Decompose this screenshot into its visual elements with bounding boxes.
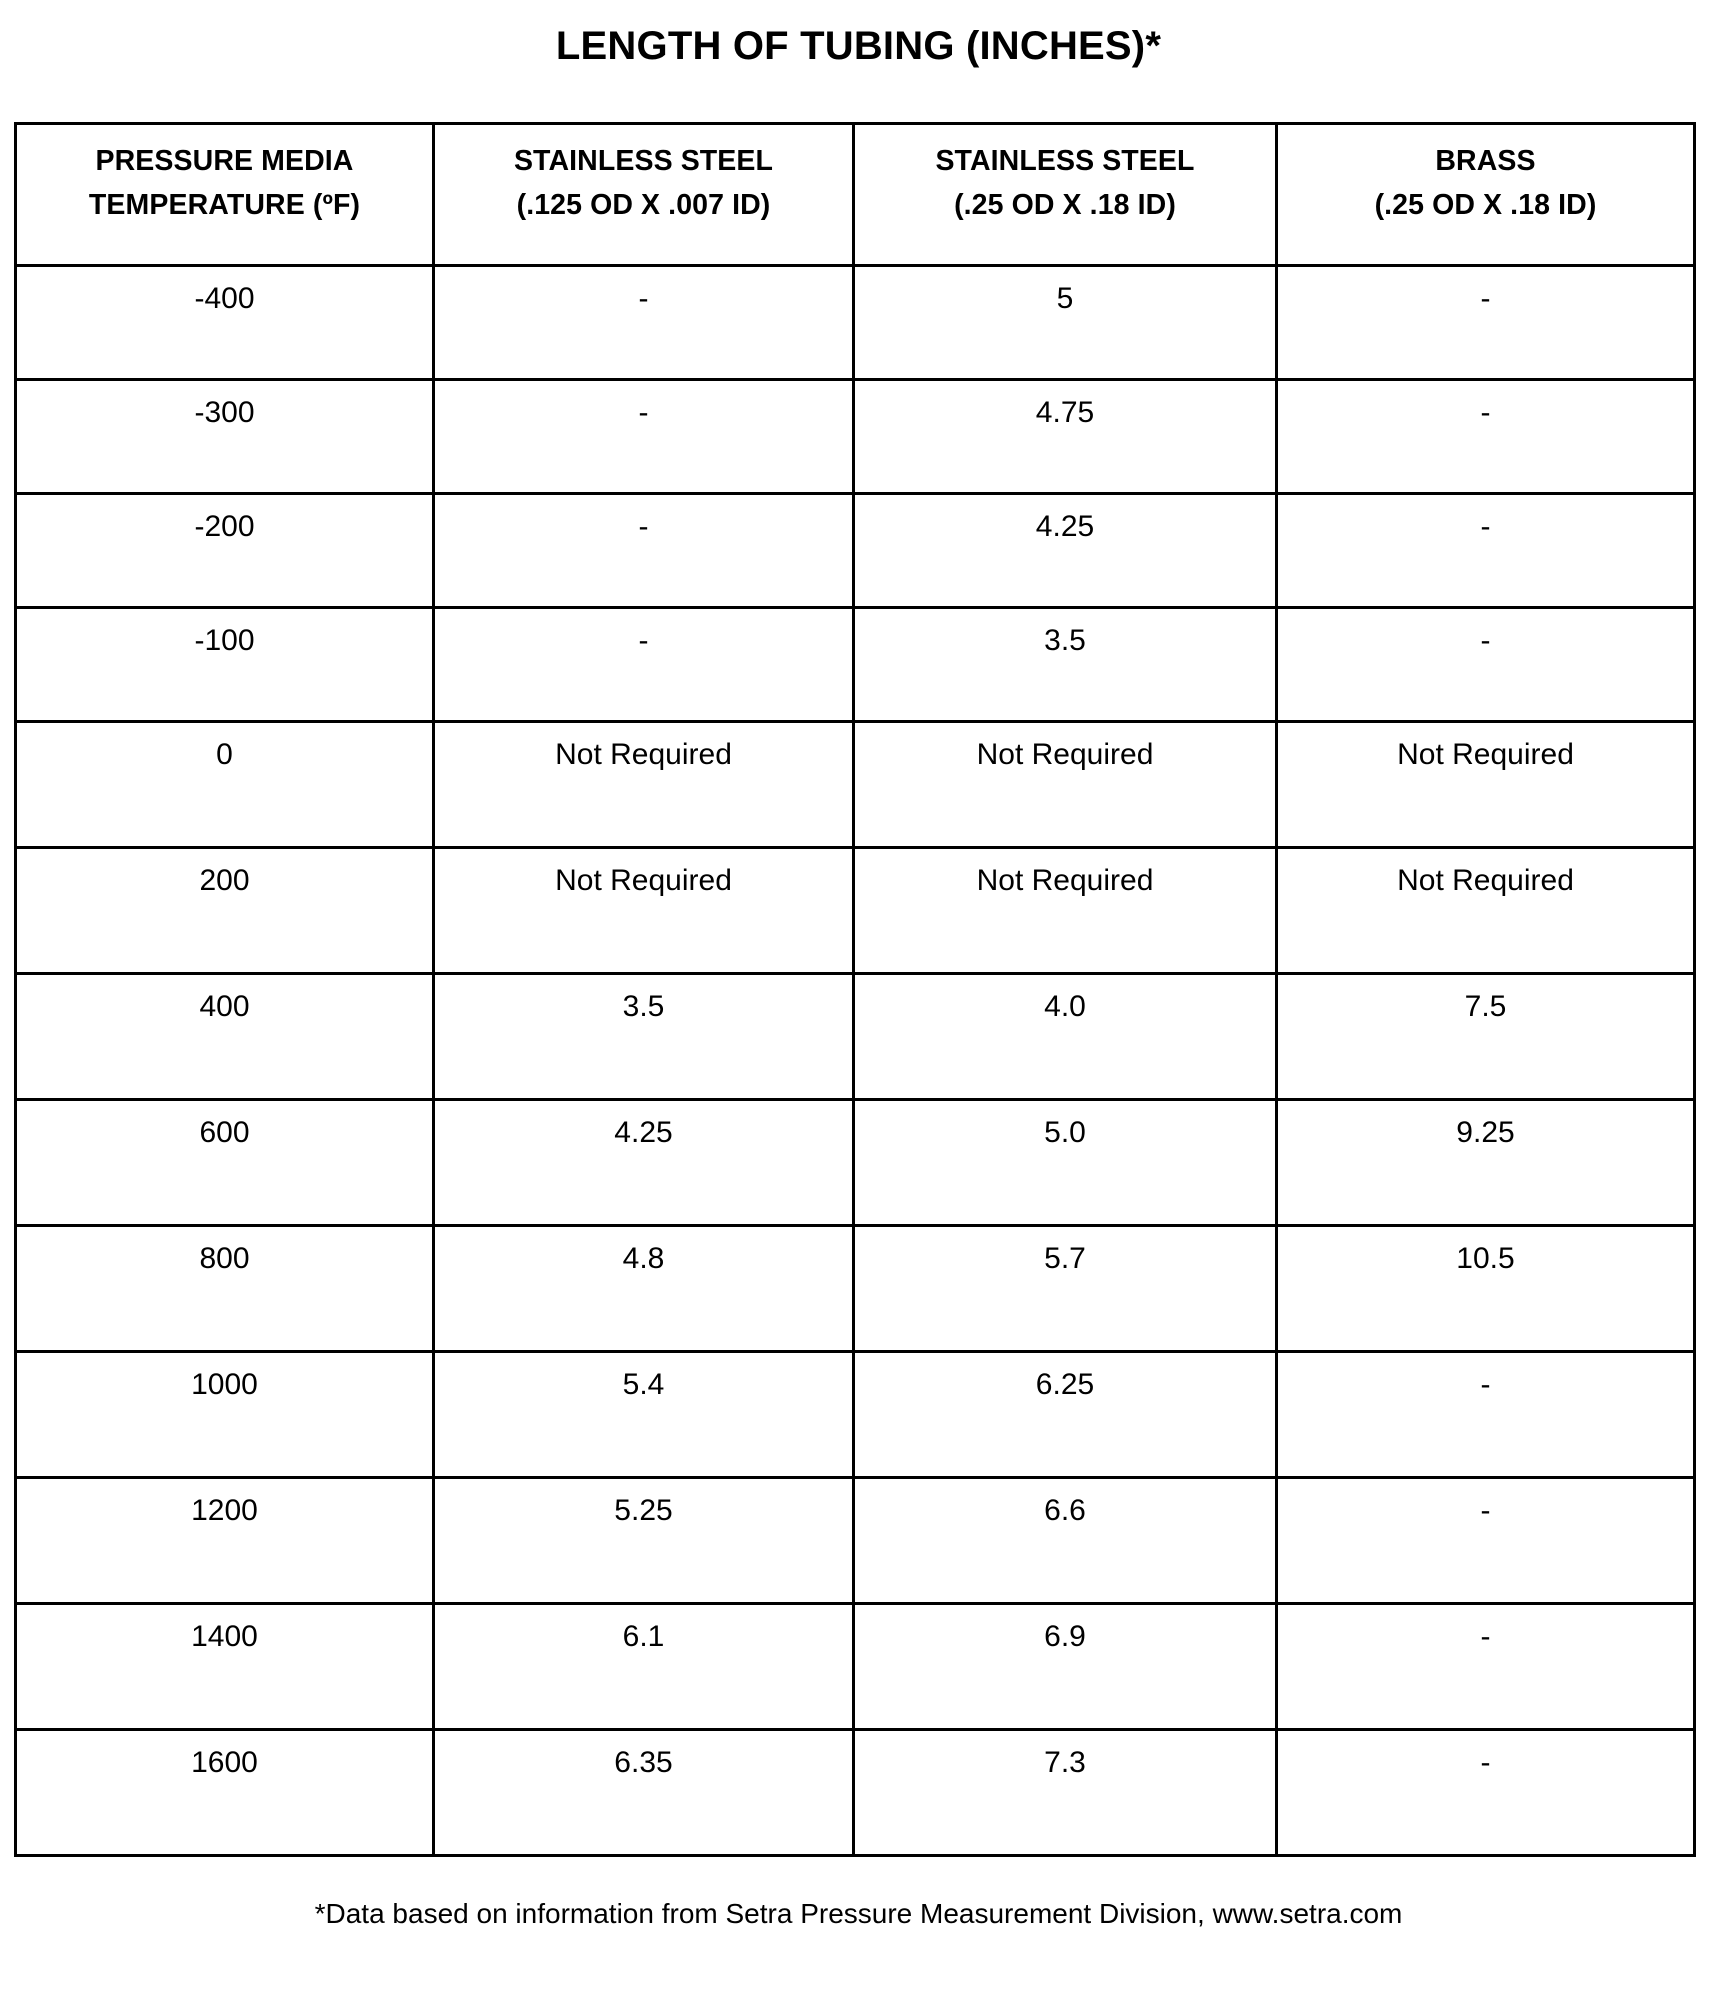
- cell-value: 5.0: [1044, 1116, 1086, 1149]
- cell-value: Not Required: [1397, 864, 1574, 897]
- cell-stainless-steel-25: [854, 1352, 1277, 1478]
- cell-value: 10.5: [1456, 1242, 1515, 1275]
- cell-value: 0: [216, 738, 233, 771]
- cell-stainless-steel-25: [854, 974, 1277, 1100]
- tubing-length-table: [14, 122, 1696, 1857]
- column-header-temperature-line2: TEMPERATURE (ºF): [88, 189, 361, 221]
- cell-brass: [1277, 848, 1695, 974]
- cell-stainless-steel-25: [854, 848, 1277, 974]
- cell-value: 6.1: [622, 1620, 665, 1653]
- column-header-brass-line1: BRASS: [1435, 145, 1536, 177]
- table-footnote: *Data based on information from Setra Pressure Measurement Division, www.setra.com: [314, 1898, 1403, 1929]
- cell-stainless-steel-25: [854, 722, 1277, 848]
- cell-temperature: [16, 1100, 434, 1226]
- cell-stainless-steel-125: [434, 1478, 854, 1604]
- table-row: [16, 848, 1695, 974]
- column-header-stainless-steel-125-line2: (.125 OD X .007 ID): [516, 189, 771, 221]
- cell-stainless-steel-25: [854, 494, 1277, 608]
- column-header-temperature: [16, 124, 434, 266]
- cell-value: -: [1480, 282, 1491, 315]
- cell-value: 5.4: [622, 1368, 665, 1401]
- cell-value: -: [1480, 1620, 1491, 1653]
- cell-temperature: [16, 494, 434, 608]
- cell-temperature: [16, 1226, 434, 1352]
- column-header-stainless-steel-125: [434, 124, 854, 266]
- cell-value: -: [638, 282, 649, 315]
- cell-value: 200: [199, 864, 250, 897]
- cell-temperature: [16, 1604, 434, 1730]
- cell-brass: [1277, 1730, 1695, 1856]
- cell-value: 5.7: [1044, 1242, 1086, 1275]
- cell-value: -: [1480, 624, 1491, 657]
- table-row: [16, 1604, 1695, 1730]
- cell-value: 1600: [191, 1746, 258, 1779]
- cell-stainless-steel-125: [434, 1730, 854, 1856]
- cell-brass: [1277, 974, 1695, 1100]
- cell-brass: [1277, 1478, 1695, 1604]
- table-row: [16, 1100, 1695, 1226]
- cell-value: 800: [199, 1242, 250, 1275]
- column-header-stainless-steel-25-line1: STAINLESS STEEL: [935, 145, 1195, 177]
- cell-temperature: [16, 848, 434, 974]
- table-row: [16, 380, 1695, 494]
- cell-value: 600: [199, 1116, 250, 1149]
- cell-value: -100: [194, 624, 255, 657]
- cell-stainless-steel-125: [434, 1100, 854, 1226]
- cell-value: 4.25: [1035, 510, 1095, 543]
- cell-stainless-steel-125: [434, 848, 854, 974]
- column-header-brass-line2: (.25 OD X .18 ID): [1374, 189, 1597, 221]
- tubing-length-table-container: [14, 122, 1693, 1857]
- cell-stainless-steel-25: [854, 1730, 1277, 1856]
- cell-value: 3.5: [622, 990, 665, 1023]
- cell-value: 9.25: [1456, 1116, 1515, 1149]
- cell-value: 4.25: [614, 1116, 673, 1149]
- cell-value: Not Required: [976, 864, 1154, 897]
- cell-value: 5: [1056, 282, 1074, 315]
- table-header-row: [16, 124, 1695, 266]
- cell-brass: [1277, 608, 1695, 722]
- cell-value: -: [1480, 396, 1491, 429]
- column-header-stainless-steel-25-line2: (.25 OD X .18 ID): [954, 189, 1176, 221]
- cell-temperature: [16, 1730, 434, 1856]
- cell-value: -: [1480, 510, 1491, 543]
- cell-temperature: [16, 1478, 434, 1604]
- cell-value: -: [1480, 1746, 1491, 1779]
- cell-value: Not Required: [555, 738, 732, 771]
- cell-stainless-steel-25: [854, 1100, 1277, 1226]
- cell-temperature: [16, 1352, 434, 1478]
- cell-stainless-steel-25: [854, 608, 1277, 722]
- column-header-temperature-line1: PRESSURE MEDIA: [95, 145, 354, 177]
- cell-stainless-steel-25: [854, 266, 1277, 380]
- table-row: [16, 722, 1695, 848]
- cell-stainless-steel-125: [434, 1604, 854, 1730]
- cell-value: Not Required: [555, 864, 732, 897]
- cell-stainless-steel-125: [434, 722, 854, 848]
- table-row: [16, 1352, 1695, 1478]
- cell-value: -: [638, 510, 649, 543]
- cell-value: -: [1480, 1494, 1491, 1527]
- cell-temperature: [16, 380, 434, 494]
- cell-value: 6.9: [1044, 1620, 1086, 1653]
- cell-value: -400: [194, 282, 255, 315]
- cell-stainless-steel-125: [434, 1352, 854, 1478]
- table-row: [16, 494, 1695, 608]
- table-body: [16, 266, 1695, 1856]
- cell-stainless-steel-125: [434, 1226, 854, 1352]
- cell-value: -: [638, 396, 649, 429]
- cell-value: 3.5: [1044, 624, 1086, 657]
- cell-brass: [1277, 1604, 1695, 1730]
- cell-value: Not Required: [1397, 738, 1574, 771]
- cell-value: -: [638, 624, 649, 657]
- cell-stainless-steel-25: [854, 1478, 1277, 1604]
- cell-value: 4.8: [622, 1242, 665, 1275]
- page-title: LENGTH OF TUBING (INCHES)*: [555, 24, 1162, 68]
- cell-value: -200: [194, 510, 255, 543]
- cell-value: 6.35: [614, 1746, 673, 1779]
- cell-value: 1000: [191, 1368, 258, 1401]
- table-row: [16, 608, 1695, 722]
- cell-temperature: [16, 722, 434, 848]
- cell-stainless-steel-125: [434, 380, 854, 494]
- cell-value: Not Required: [976, 738, 1154, 771]
- cell-brass: [1277, 266, 1695, 380]
- cell-value: 6.6: [1044, 1494, 1086, 1527]
- cell-brass: [1277, 380, 1695, 494]
- cell-value: 1400: [191, 1620, 258, 1653]
- cell-stainless-steel-25: [854, 380, 1277, 494]
- cell-brass: [1277, 1226, 1695, 1352]
- cell-value: 5.25: [614, 1494, 673, 1527]
- cell-temperature: [16, 266, 434, 380]
- column-header-stainless-steel-25: [854, 124, 1277, 266]
- cell-stainless-steel-125: [434, 974, 854, 1100]
- cell-temperature: [16, 608, 434, 722]
- table-header: [16, 124, 1695, 266]
- table-row: [16, 1478, 1695, 1604]
- cell-brass: [1277, 1352, 1695, 1478]
- cell-value: 6.25: [1035, 1368, 1095, 1401]
- cell-stainless-steel-25: [854, 1226, 1277, 1352]
- cell-brass: [1277, 1100, 1695, 1226]
- column-header-brass: [1277, 124, 1695, 266]
- cell-value: 4.75: [1035, 396, 1095, 429]
- cell-value: 4.0: [1044, 990, 1086, 1023]
- cell-stainless-steel-25: [854, 1604, 1277, 1730]
- cell-value: 7.3: [1044, 1746, 1086, 1779]
- table-row: [16, 1730, 1695, 1856]
- cell-value: 7.5: [1464, 990, 1507, 1023]
- cell-stainless-steel-125: [434, 494, 854, 608]
- cell-value: -: [1480, 1368, 1491, 1401]
- table-row: [16, 266, 1695, 380]
- column-header-stainless-steel-125-line1: STAINLESS STEEL: [513, 145, 774, 177]
- cell-value: -300: [194, 396, 255, 429]
- table-row: [16, 974, 1695, 1100]
- cell-stainless-steel-125: [434, 608, 854, 722]
- cell-temperature: [16, 974, 434, 1100]
- cell-stainless-steel-125: [434, 266, 854, 380]
- cell-value: 400: [199, 990, 250, 1023]
- table-row: [16, 1226, 1695, 1352]
- cell-brass: [1277, 722, 1695, 848]
- cell-brass: [1277, 494, 1695, 608]
- cell-value: 1200: [191, 1494, 258, 1527]
